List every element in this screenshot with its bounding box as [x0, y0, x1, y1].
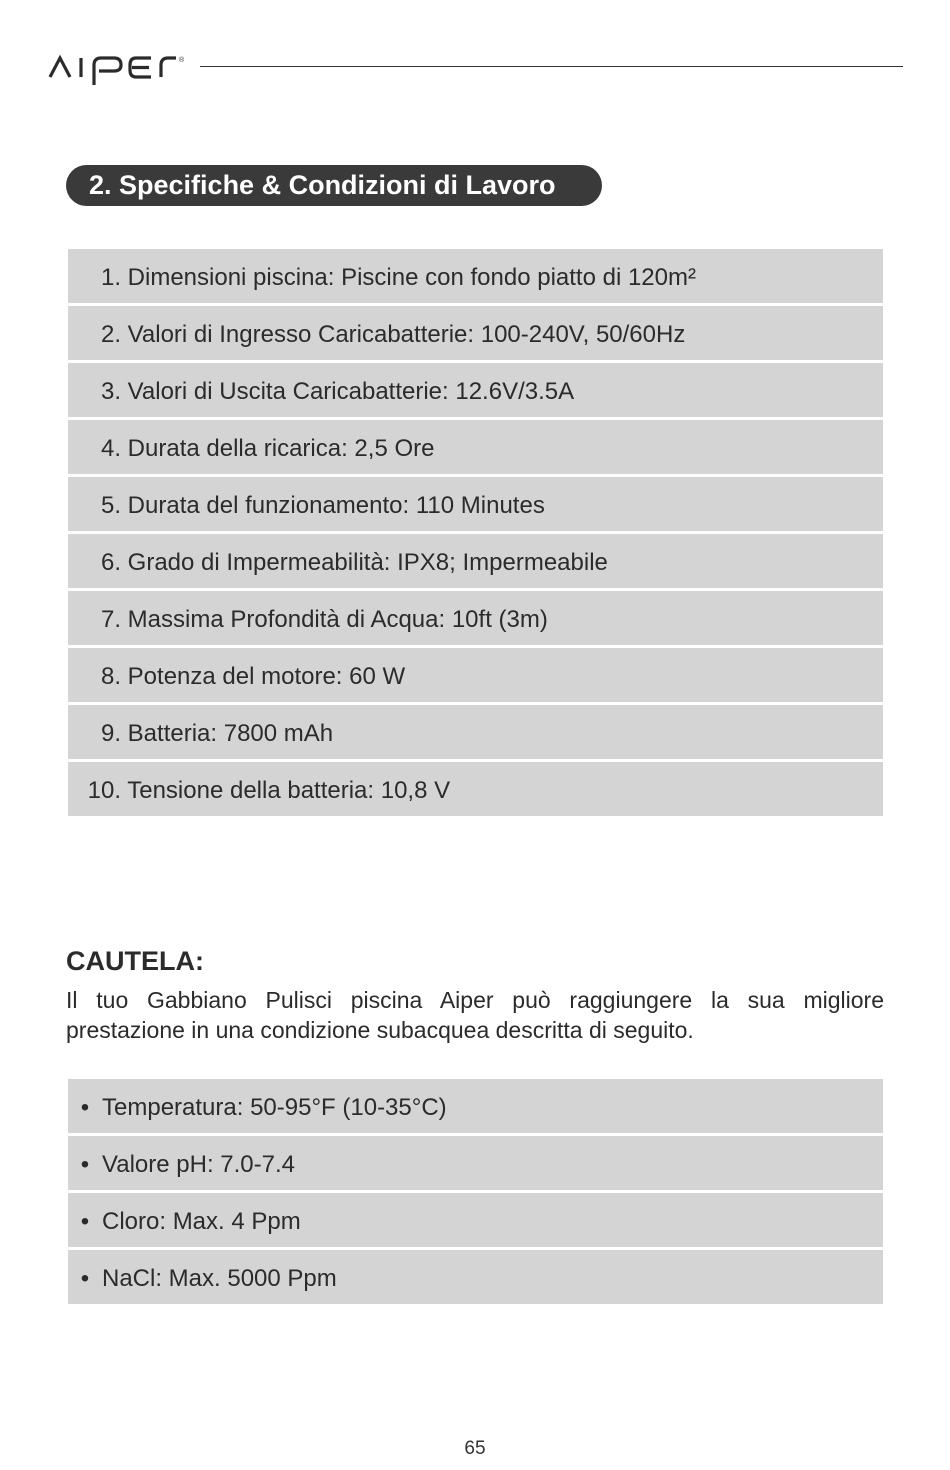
spec-list: [68, 249, 883, 819]
spec-text: Durata del funzionamento: 110 Minutes: [127, 492, 545, 519]
spec-row: [68, 306, 883, 360]
header-divider: [200, 66, 903, 67]
caution-paragraph: Il tuo Gabbiano Pulisci piscina Aiper può raggiungere la sua migliore prestazione in una condizione subacquea descritta di seguito.: [66, 987, 884, 1043]
spec-text: Potenza del motore: 60 W: [127, 663, 406, 690]
bullet-icon: •: [80, 1151, 90, 1178]
spec-text: Batteria: 7800 mAh: [127, 720, 334, 747]
spec-row: [68, 705, 883, 759]
section-title: 2. Specifiche & Condizioni di Lavoro: [66, 165, 602, 206]
aiper-logo: [48, 50, 188, 86]
spec-row: [68, 591, 883, 645]
spec-row: [68, 249, 883, 303]
condition-text: Valore pH: 7.0-7.4: [102, 1151, 295, 1178]
spec-number: 3.: [100, 378, 121, 405]
condition-text: Temperatura: 50-95°F (10-35°C): [102, 1094, 447, 1121]
bullet-icon: •: [80, 1265, 90, 1292]
spec-row: [68, 420, 883, 474]
spec-number: 7.: [100, 606, 121, 633]
spec-number: 6.: [100, 549, 121, 576]
spec-text: Durata della ricarica: 2,5 Ore: [127, 435, 435, 462]
spec-number: 9.: [100, 720, 121, 747]
spec-row: [68, 648, 883, 702]
spec-number: 1.: [100, 264, 121, 291]
page-number: 65: [464, 1438, 486, 1459]
spec-row: [68, 477, 883, 531]
condition-text: Cloro: Max. 4 Ppm: [102, 1208, 301, 1235]
spec-number: 10.: [87, 777, 121, 804]
spec-number: 8.: [100, 663, 121, 690]
condition-row: [68, 1193, 883, 1247]
spec-row: [68, 363, 883, 417]
bullet-icon: •: [80, 1208, 90, 1235]
svg-text:®: ®: [179, 57, 185, 64]
spec-row: [68, 534, 883, 588]
spec-row: [68, 762, 883, 816]
page-header: [48, 46, 903, 86]
spec-text: Massima Profondità di Acqua: 10ft (3m): [127, 606, 548, 633]
spec-text: Valori di Ingresso Caricabatterie: 100-240V, 50/60Hz: [127, 321, 686, 348]
condition-text: NaCl: Max. 5000 Ppm: [102, 1265, 337, 1292]
spec-text: Valori di Uscita Caricabatterie: 12.6V/3.5A: [127, 378, 575, 405]
spec-text: Dimensioni piscina: Piscine con fondo piatto di 120m²: [127, 264, 696, 291]
spec-number: 4.: [100, 435, 121, 462]
caution-heading: CAUTELA:: [66, 946, 204, 976]
condition-row: [68, 1079, 883, 1133]
spec-number: 2.: [100, 321, 121, 348]
spec-number: 5.: [100, 492, 121, 519]
spec-text: Tensione della batteria: 10,8 V: [127, 777, 451, 804]
conditions-list: [68, 1079, 883, 1307]
spec-text: Grado di Impermeabilità: IPX8; Impermeabile: [127, 549, 608, 576]
condition-row: [68, 1250, 883, 1304]
condition-row: [68, 1136, 883, 1190]
bullet-icon: •: [80, 1094, 90, 1121]
